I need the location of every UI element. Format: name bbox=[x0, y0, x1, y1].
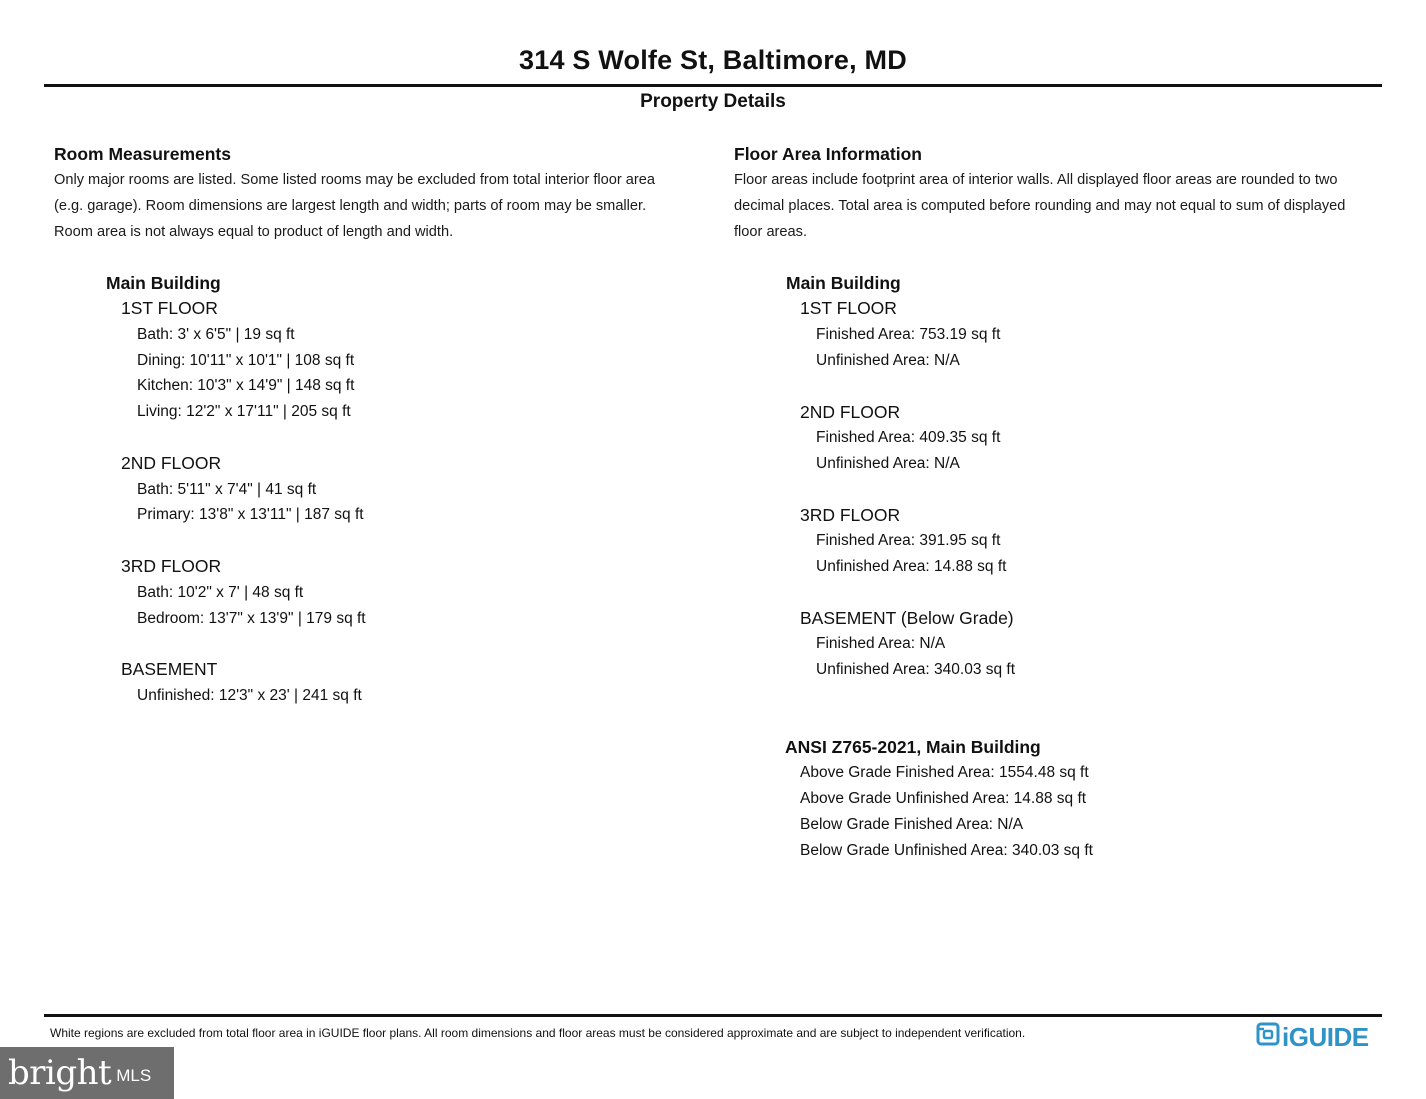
area-item: Unfinished Area: 340.03 sq ft bbox=[816, 661, 1016, 678]
bright-mls-logo bbox=[0, 1047, 174, 1099]
bright-wordmark: bright bbox=[8, 1053, 112, 1093]
ansi-item: Below Grade Unfinished Area: 340.03 sq ft bbox=[800, 842, 1093, 859]
ansi-heading: ANSI Z765-2021, Main Building bbox=[785, 737, 1041, 757]
floor-heading: 3RD FLOOR bbox=[121, 556, 222, 576]
floor-heading: BASEMENT bbox=[121, 659, 218, 679]
description-line: Room area is not always equal to product of length and width. bbox=[54, 223, 454, 240]
footer-rule bbox=[44, 1014, 1382, 1017]
floor-area-description bbox=[734, 168, 1394, 245]
iguide-logo bbox=[1256, 1020, 1369, 1054]
room-item: Dining: 10'11" x 10'1" | 108 sq ft bbox=[137, 352, 355, 369]
room-item: Kitchen: 10'3" x 14'9" | 148 sq ft bbox=[137, 377, 355, 394]
mls-wordmark: MLS bbox=[116, 1066, 152, 1085]
room-measurements-description bbox=[54, 168, 714, 245]
room-item: Living: 12'2" x 17'11" | 205 sq ft bbox=[137, 403, 351, 420]
title-rule bbox=[44, 84, 1382, 87]
area-item: Unfinished Area: N/A bbox=[816, 455, 960, 472]
area-item: Finished Area: 391.95 sq ft bbox=[816, 532, 1001, 549]
area-item: Finished Area: 753.19 sq ft bbox=[816, 326, 1001, 343]
iguide-wordmark: iGUIDE bbox=[1282, 1021, 1369, 1052]
floor-heading: 1ST FLOOR bbox=[121, 298, 218, 318]
description-line: decimal places. Total area is computed before rounding and may not equal to sum of displayed bbox=[734, 197, 1346, 214]
area-item: Finished Area: N/A bbox=[816, 635, 946, 652]
area-building-label: Main Building bbox=[786, 273, 901, 293]
area-item: Unfinished Area: N/A bbox=[816, 352, 960, 369]
room-building-label: Main Building bbox=[106, 273, 221, 293]
description-line: Floor areas include footprint area of interior walls. All displayed floor areas are rounded to two bbox=[734, 172, 1338, 188]
room-item: Bath: 10'2" x 7' | 48 sq ft bbox=[137, 584, 304, 601]
footer-note: White regions are excluded from total floor area in iGUIDE floor plans. All room dimensions and floor areas must be considered approximate and are subject to independent verification. bbox=[50, 1026, 1026, 1040]
floor-heading: 2ND FLOOR bbox=[121, 453, 222, 473]
floor-area-heading: Floor Area Information bbox=[734, 144, 922, 164]
room-item: Bedroom: 13'7" x 13'9" | 179 sq ft bbox=[137, 610, 366, 627]
ansi-item: Below Grade Finished Area: N/A bbox=[800, 816, 1024, 833]
room-item: Primary: 13'8" x 13'11" | 187 sq ft bbox=[137, 506, 364, 523]
floor-heading: 1ST FLOOR bbox=[800, 298, 897, 318]
page-subtitle: Property Details bbox=[640, 91, 786, 112]
ansi-item: Above Grade Finished Area: 1554.48 sq ft bbox=[800, 764, 1089, 781]
room-item: Bath: 3' x 6'5" | 19 sq ft bbox=[137, 326, 295, 343]
room-item: Bath: 5'11" x 7'4" | 41 sq ft bbox=[137, 481, 317, 498]
area-item: Finished Area: 409.35 sq ft bbox=[816, 429, 1001, 446]
floor-heading: 3RD FLOOR bbox=[800, 505, 901, 525]
iguide-box-icon bbox=[1256, 1022, 1282, 1053]
floor-heading: BASEMENT (Below Grade) bbox=[800, 608, 1014, 628]
room-measurements-heading: Room Measurements bbox=[54, 144, 231, 164]
page-title: 314 S Wolfe St, Baltimore, MD bbox=[519, 45, 907, 75]
floor-heading: 2ND FLOOR bbox=[800, 402, 901, 422]
description-line: Only major rooms are listed. Some listed rooms may be excluded from total interior floor area bbox=[54, 172, 656, 188]
description-line: (e.g. garage). Room dimensions are largest length and width; parts of room may be smaller. bbox=[54, 197, 647, 214]
room-item: Unfinished: 12'3" x 23' | 241 sq ft bbox=[137, 687, 362, 704]
description-line: floor areas. bbox=[734, 223, 808, 240]
area-item: Unfinished Area: 14.88 sq ft bbox=[816, 558, 1007, 575]
ansi-item: Above Grade Unfinished Area: 14.88 sq ft bbox=[800, 790, 1087, 807]
